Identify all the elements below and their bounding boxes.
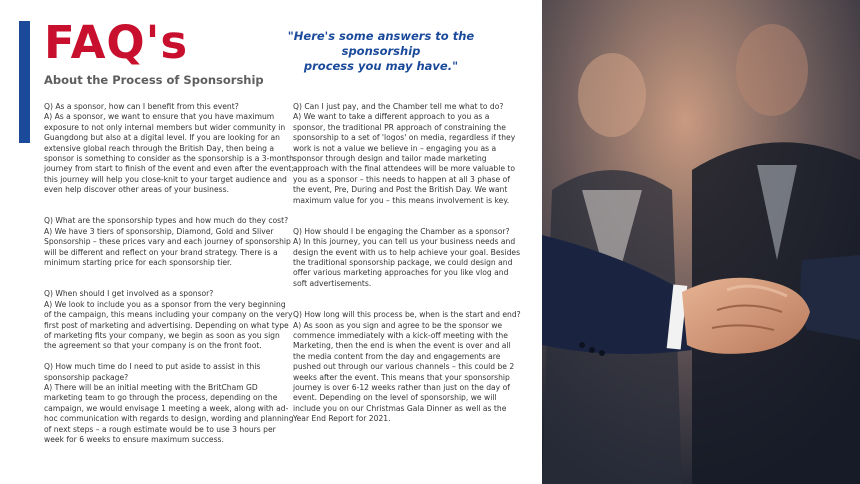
faq-item — [44, 362, 294, 445]
faq-question: Q) As a sponsor, how can I benefit from this event? — [44, 102, 239, 111]
intro-quote-line-1: "Here's some answers to the sponsorship — [287, 29, 475, 58]
faq-answer: A) We want to take a different approach to you as a sponsor, the traditional PR approach of constraining the sponsorship to a set of 'logos' on media, regardless if they work is not a value we believe in – engaging you as a sponsor through design and tailor made marketing approach with the final attendees will be more valuable to you as a sponsor – this needs to happen at all 3 phase of the event, Pre, During and Post the British Day. We want maximum value for you – this means involvement is key. — [293, 112, 516, 205]
accent-bar — [19, 21, 30, 143]
faq-column-right — [293, 102, 521, 445]
faq-answer: A) We look to include you as a sponsor from the very beginning of the campaign, this means including your company on the very first post of marketing and advertising. Depending on what type of marketing fits your company, we begin as soon as you sign the agreement so that your company is on the front foot. — [44, 299, 293, 351]
faq-item — [293, 102, 521, 206]
faq-column-left — [44, 102, 294, 466]
faq-answer: A) In this journey, you can tell us your business needs and design the event with us to help achieve your goal. Besides the traditional sponsorship package, we could design and offer various marketing approaches for you like vlog and soft advertisements. — [293, 237, 521, 288]
page-title: FAQ's — [44, 16, 189, 69]
faq-item — [293, 310, 521, 424]
intro-quote-line-2: process you may have." — [303, 59, 459, 73]
faq-question: Q) When should I get involved as a sponsor? — [44, 289, 214, 299]
handshake-photo — [542, 0, 860, 484]
intro-quote — [262, 29, 500, 74]
faq-answer: A) As soon as you sign and agree to be the sponsor we commence immediately with a kick-off meeting with the Marketing, then the end is when the event is over and all the media content from the day and engagements are pushed out through our various channels – this could be 2 weeks after the event. This means that your sponsorship journey is over 6-12 weeks rather than just on the day of event. Depending on the level of sponsorship, we will include you on our Christmas Gala Dinner as well as the Year End Report for 2021. — [293, 320, 515, 424]
faq-item — [44, 102, 294, 196]
faq-item — [293, 227, 521, 289]
faq-question: Q) What are the sponsorship types and how much do they cost? — [44, 216, 289, 226]
faq-question: Q) How much time do I need to put aside to assist in this sponsorship package? — [44, 362, 261, 382]
faq-item — [44, 216, 294, 268]
faq-item — [44, 289, 294, 351]
faq-answer: A) We have 3 tiers of sponsorship, Diamond, Gold and Sliver Sponsorship – these prices vary and each journey of sponsorship will be different and reflect on your brand strategy. There is a minimum starting price for each sponsorship tier. — [44, 226, 291, 268]
faq-question: Q) How should I be engaging the Chamber as a sponsor? — [293, 226, 510, 236]
faq-answer: A) There will be an initial meeting with the BritCham GD marketing team to go through the process, depending on the campaign, we would envisage 1 meeting a week, along with ad-hoc communication with regards to design, wording and planning of next steps – a rough estimate would be to use 3 hours per week for 6 weeks to ensure maximum success. — [44, 382, 294, 444]
page-subtitle: About the Process of Sponsorship — [44, 73, 264, 87]
faq-question: Q) Can I just pay, and the Chamber tell me what to do? — [293, 102, 504, 111]
faq-question: Q) How long will this process be, when is the start and end? — [293, 310, 521, 320]
faq-answer: A) As a sponsor, we want to ensure that you have maximum exposure to not only internal members but wider community in Guangdong but also at a digital level. If you are looking for an extensive global reach through the British Day, then being a sponsor is something to consider as the sponsorship is a 3-month journey from start to finish of the event and even after the event; this journey will help you close-knit to your target audience and even help discover other areas of your business. — [44, 112, 294, 195]
